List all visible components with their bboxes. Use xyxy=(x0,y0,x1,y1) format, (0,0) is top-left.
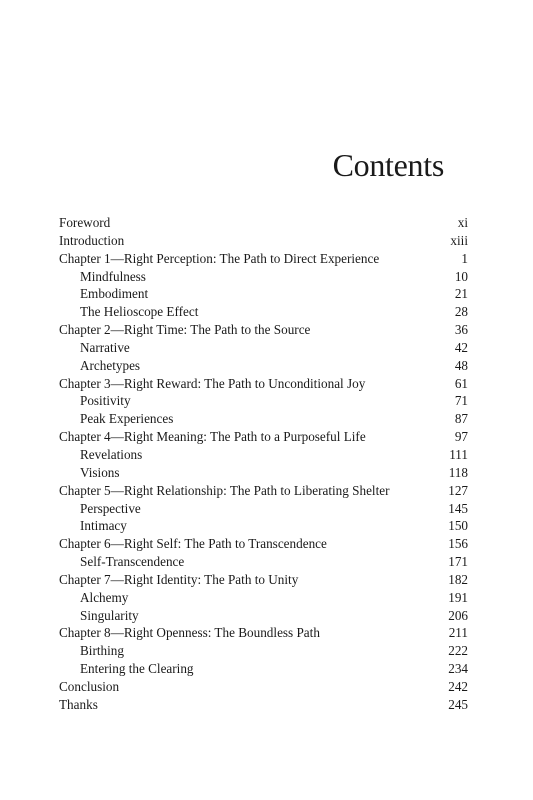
toc-page-number: 42 xyxy=(454,339,468,355)
toc-page-number: 48 xyxy=(454,357,468,373)
toc-subentry xyxy=(59,446,468,464)
toc-entry xyxy=(59,624,468,642)
toc-entry-title: Perspective xyxy=(80,500,141,516)
toc-subentry xyxy=(59,357,468,375)
toc-entry-title: Intimacy xyxy=(80,518,127,534)
toc-entry xyxy=(59,232,468,250)
toc-page-number: 234 xyxy=(448,661,468,677)
toc-entry-title: Self-Transcendence xyxy=(80,554,185,570)
toc-page-number: 245 xyxy=(448,696,468,712)
toc-page-number: 150 xyxy=(448,518,468,534)
toc-page-number: 191 xyxy=(448,589,468,605)
toc-entry xyxy=(59,214,468,232)
toc-entry-title: Conclusion xyxy=(59,678,120,694)
toc-subentry xyxy=(59,517,468,535)
toc-page-number: 10 xyxy=(454,268,468,284)
toc-subentry xyxy=(59,642,468,660)
toc-subentry xyxy=(59,268,468,286)
toc-entry-title: Birthing xyxy=(80,643,124,659)
toc-page-number: 28 xyxy=(454,304,468,320)
toc-entry-title: Positivity xyxy=(80,393,131,409)
toc-entry xyxy=(59,535,468,553)
table-of-contents xyxy=(59,214,468,714)
toc-entry-title: Chapter 6—Right Self: The Path to Transcendence xyxy=(59,536,327,552)
toc-page-number: 87 xyxy=(454,411,468,427)
toc-entry xyxy=(59,375,468,393)
toc-entry-title: Alchemy xyxy=(80,589,129,605)
toc-entry-title: Chapter 2—Right Time: The Path to the Source xyxy=(59,322,311,338)
toc-page-number: xiii xyxy=(450,232,468,248)
toc-page-number: 127 xyxy=(448,482,468,498)
toc-entry-title: Chapter 7—Right Identity: The Path to Unity xyxy=(59,571,299,587)
toc-page-number: 182 xyxy=(448,571,468,587)
toc-entry-title: Archetypes xyxy=(80,357,141,373)
toc-entry-title: Narrative xyxy=(80,339,130,355)
toc-entry xyxy=(59,482,468,500)
toc-entry-title: Singularity xyxy=(80,607,139,623)
toc-entry-title: Visions xyxy=(80,464,120,480)
toc-entry xyxy=(59,321,468,339)
toc-page-number: xi xyxy=(457,215,468,230)
toc-subentry xyxy=(59,500,468,518)
toc-entry-title: Mindfulness xyxy=(80,268,146,284)
toc-page-number: 111 xyxy=(449,446,468,462)
toc-page-number: 211 xyxy=(448,625,468,641)
toc-subentry xyxy=(59,339,468,357)
toc-page-number: 171 xyxy=(448,554,468,570)
toc-entry xyxy=(59,428,468,446)
toc-subentry xyxy=(59,303,468,321)
toc-entry xyxy=(59,678,468,696)
toc-subentry xyxy=(59,410,468,428)
toc-entry xyxy=(59,696,468,714)
toc-page-number: 118 xyxy=(448,464,468,480)
toc-entry-title: Entering the Clearing xyxy=(80,661,194,677)
toc-entry-title: The Helioscope Effect xyxy=(80,304,199,320)
toc-entry-title: Thanks xyxy=(59,696,98,712)
toc-page-number: 36 xyxy=(454,322,468,338)
toc-page-number: 61 xyxy=(454,375,468,391)
toc-subentry xyxy=(59,464,468,482)
toc-page-number: 145 xyxy=(448,500,468,516)
toc-page-number: 1 xyxy=(461,250,468,266)
toc-page-number: 21 xyxy=(454,286,468,302)
toc-entry-title: Chapter 1—Right Perception: The Path to Direct Experience xyxy=(59,250,380,266)
toc-page-number: 156 xyxy=(448,536,468,552)
toc-subentry xyxy=(59,392,468,410)
toc-entry xyxy=(59,250,468,268)
toc-entry-title: Peak Experiences xyxy=(80,411,174,427)
toc-entry-title: Introduction xyxy=(59,232,125,248)
toc-page-number: 206 xyxy=(448,607,468,623)
toc-entry-title: Chapter 3—Right Reward: The Path to Unconditional Joy xyxy=(59,375,366,391)
toc-page-number: 97 xyxy=(454,429,468,445)
page-title: Contents xyxy=(332,147,444,183)
toc-subentry xyxy=(59,607,468,625)
toc-entry-title: Chapter 4—Right Meaning: The Path to a Purposeful Life xyxy=(59,429,366,445)
toc-page-number: 242 xyxy=(448,678,468,694)
toc-entry xyxy=(59,571,468,589)
toc-entry-title: Chapter 8—Right Openness: The Boundless Path xyxy=(59,625,320,641)
toc-subentry xyxy=(59,589,468,607)
toc-page-number: 71 xyxy=(454,393,468,409)
toc-entry-title: Embodiment xyxy=(80,286,149,302)
toc-entry-title: Revelations xyxy=(80,446,143,462)
toc-subentry xyxy=(59,285,468,303)
toc-page-number: 222 xyxy=(448,643,468,659)
toc-subentry xyxy=(59,553,468,571)
toc-entry-title: Chapter 5—Right Relationship: The Path to Liberating Shelter xyxy=(59,482,390,498)
toc-subentry xyxy=(59,660,468,678)
toc-entry-title: Foreword xyxy=(59,215,111,230)
